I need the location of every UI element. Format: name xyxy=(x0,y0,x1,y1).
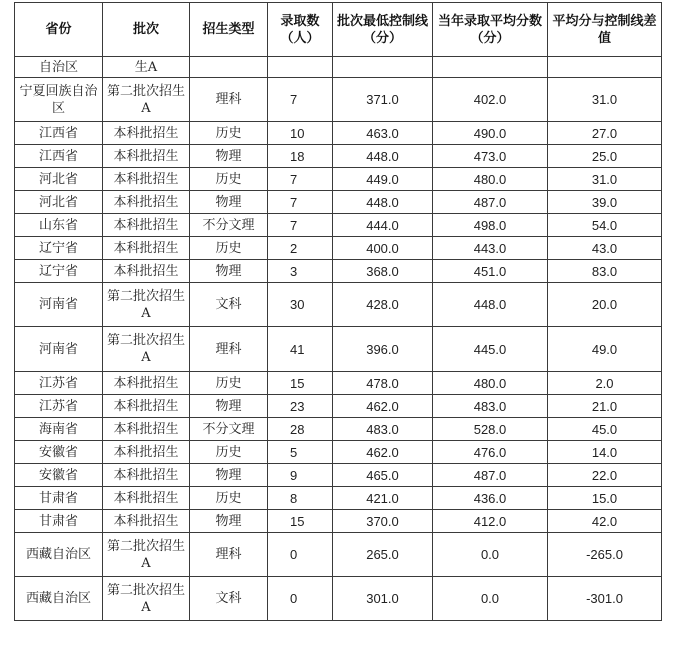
cell-min-score: 463.0 xyxy=(333,122,433,145)
cell-diff xyxy=(548,57,662,78)
cell-min-score: 465.0 xyxy=(333,464,433,487)
cell-min-score: 462.0 xyxy=(333,441,433,464)
cell-avg-score xyxy=(433,57,548,78)
cell-batch: 本科批招生 xyxy=(103,372,190,395)
cell-min-score: 449.0 xyxy=(333,168,433,191)
cell-count: 7 xyxy=(268,78,333,122)
table-row xyxy=(15,145,662,168)
table-row xyxy=(15,237,662,260)
cell-min-score: 448.0 xyxy=(333,145,433,168)
cell-min-score: 301.0 xyxy=(333,577,433,621)
cell-diff: 14.0 xyxy=(548,441,662,464)
cell-diff: 25.0 xyxy=(548,145,662,168)
table-row xyxy=(15,372,662,395)
cell-min-score: 421.0 xyxy=(333,487,433,510)
cell-count: 10 xyxy=(268,122,333,145)
cell-diff: 31.0 xyxy=(548,168,662,191)
cell-min-score: 265.0 xyxy=(333,533,433,577)
cell-avg-score: 0.0 xyxy=(433,533,548,577)
cell-avg-score: 473.0 xyxy=(433,145,548,168)
cell-count: 30 xyxy=(268,283,333,327)
cell-avg-score: 528.0 xyxy=(433,418,548,441)
cell-avg-score: 0.0 xyxy=(433,577,548,621)
table-row xyxy=(15,577,662,621)
cell-batch: 第二批次招生A xyxy=(103,283,190,327)
cell-min-score: 462.0 xyxy=(333,395,433,418)
cell-min-score: 444.0 xyxy=(333,214,433,237)
table-row xyxy=(15,441,662,464)
cell-type: 文科 xyxy=(190,283,268,327)
table-row xyxy=(15,533,662,577)
cell-avg-score: 436.0 xyxy=(433,487,548,510)
cell-diff: 22.0 xyxy=(548,464,662,487)
header-avg-score: 当年录取平均分数（分） xyxy=(433,3,548,57)
table-row xyxy=(15,418,662,441)
cell-province: 海南省 xyxy=(15,418,103,441)
cell-count: 3 xyxy=(268,260,333,283)
cell-count: 41 xyxy=(268,327,333,372)
cell-type: 物理 xyxy=(190,464,268,487)
cell-count: 0 xyxy=(268,577,333,621)
cell-province: 江西省 xyxy=(15,122,103,145)
cell-diff: 45.0 xyxy=(548,418,662,441)
cell-count: 15 xyxy=(268,372,333,395)
cell-batch: 第二批次招生A xyxy=(103,327,190,372)
cell-province: 山东省 xyxy=(15,214,103,237)
cell-count: 7 xyxy=(268,191,333,214)
header-batch: 批次 xyxy=(103,3,190,57)
cell-type: 物理 xyxy=(190,395,268,418)
cell-batch: 第二批次招生A xyxy=(103,577,190,621)
header-min-score: 批次最低控制线（分） xyxy=(333,3,433,57)
cell-province: 辽宁省 xyxy=(15,260,103,283)
cell-province: 甘肃省 xyxy=(15,510,103,533)
cell-type: 历史 xyxy=(190,487,268,510)
cell-type: 不分文理 xyxy=(190,418,268,441)
cell-batch: 本科批招生 xyxy=(103,191,190,214)
cell-count: 28 xyxy=(268,418,333,441)
cell-min-score: 371.0 xyxy=(333,78,433,122)
table-row xyxy=(15,260,662,283)
cell-avg-score: 451.0 xyxy=(433,260,548,283)
cell-province: 江西省 xyxy=(15,145,103,168)
header-province: 省份 xyxy=(15,3,103,57)
cell-min-score: 370.0 xyxy=(333,510,433,533)
cell-province: 甘肃省 xyxy=(15,487,103,510)
cell-count: 8 xyxy=(268,487,333,510)
cell-count: 18 xyxy=(268,145,333,168)
cell-batch: 本科批招生 xyxy=(103,214,190,237)
table-row xyxy=(15,122,662,145)
cell-diff: 83.0 xyxy=(548,260,662,283)
cell-min-score xyxy=(333,57,433,78)
cell-count: 9 xyxy=(268,464,333,487)
cell-batch: 本科批招生 xyxy=(103,260,190,283)
table-row xyxy=(15,510,662,533)
cell-batch: 本科批招生 xyxy=(103,441,190,464)
cell-province: 西藏自治区 xyxy=(15,577,103,621)
cell-province: 江苏省 xyxy=(15,372,103,395)
table-row xyxy=(15,487,662,510)
cell-batch: 本科批招生 xyxy=(103,464,190,487)
cell-type: 文科 xyxy=(190,577,268,621)
table-row xyxy=(15,214,662,237)
cell-batch: 本科批招生 xyxy=(103,487,190,510)
cell-province: 安徽省 xyxy=(15,464,103,487)
cell-diff: 43.0 xyxy=(548,237,662,260)
admission-table-wrapper xyxy=(14,2,662,621)
cell-batch: 本科批招生 xyxy=(103,122,190,145)
cell-min-score: 478.0 xyxy=(333,372,433,395)
cell-count: 23 xyxy=(268,395,333,418)
cell-type: 物理 xyxy=(190,145,268,168)
cell-avg-score: 445.0 xyxy=(433,327,548,372)
table-row xyxy=(15,283,662,327)
header-diff: 平均分与控制线差值 xyxy=(548,3,662,57)
cell-type: 历史 xyxy=(190,237,268,260)
table-row xyxy=(15,327,662,372)
cell-min-score: 428.0 xyxy=(333,283,433,327)
cell-count: 0 xyxy=(268,533,333,577)
cell-avg-score: 498.0 xyxy=(433,214,548,237)
table-row xyxy=(15,57,662,78)
cell-province: 河北省 xyxy=(15,191,103,214)
cell-batch: 本科批招生 xyxy=(103,395,190,418)
cell-min-score: 368.0 xyxy=(333,260,433,283)
cell-diff: -301.0 xyxy=(548,577,662,621)
table-row xyxy=(15,168,662,191)
cell-diff: 27.0 xyxy=(548,122,662,145)
cell-diff: 15.0 xyxy=(548,487,662,510)
cell-min-score: 400.0 xyxy=(333,237,433,260)
cell-type: 物理 xyxy=(190,260,268,283)
cell-diff: 54.0 xyxy=(548,214,662,237)
header-type: 招生类型 xyxy=(190,3,268,57)
cell-type: 物理 xyxy=(190,191,268,214)
cell-province: 西藏自治区 xyxy=(15,533,103,577)
cell-avg-score: 448.0 xyxy=(433,283,548,327)
cell-type: 历史 xyxy=(190,372,268,395)
cell-avg-score: 490.0 xyxy=(433,122,548,145)
cell-province: 宁夏回族自治区 xyxy=(15,78,103,122)
cell-diff: 39.0 xyxy=(548,191,662,214)
table-row xyxy=(15,395,662,418)
cell-batch: 本科批招生 xyxy=(103,237,190,260)
cell-avg-score: 412.0 xyxy=(433,510,548,533)
cell-diff: 49.0 xyxy=(548,327,662,372)
cell-count: 2 xyxy=(268,237,333,260)
cell-diff: 2.0 xyxy=(548,372,662,395)
cell-type: 物理 xyxy=(190,510,268,533)
cell-count: 7 xyxy=(268,214,333,237)
admission-table xyxy=(14,2,662,621)
header-row xyxy=(15,3,662,57)
cell-type: 不分文理 xyxy=(190,214,268,237)
cell-avg-score: 487.0 xyxy=(433,464,548,487)
table-row xyxy=(15,191,662,214)
cell-type: 理科 xyxy=(190,533,268,577)
cell-batch: 本科批招生 xyxy=(103,510,190,533)
cell-type: 理科 xyxy=(190,78,268,122)
cell-type: 理科 xyxy=(190,327,268,372)
cell-min-score: 396.0 xyxy=(333,327,433,372)
cell-batch: 生A xyxy=(103,57,190,78)
cell-avg-score: 483.0 xyxy=(433,395,548,418)
cell-province: 安徽省 xyxy=(15,441,103,464)
cell-province: 自治区 xyxy=(15,57,103,78)
cell-batch: 第二批次招生A xyxy=(103,533,190,577)
cell-min-score: 448.0 xyxy=(333,191,433,214)
cell-avg-score: 476.0 xyxy=(433,441,548,464)
cell-diff: -265.0 xyxy=(548,533,662,577)
cell-batch: 第二批次招生A xyxy=(103,78,190,122)
cell-count: 7 xyxy=(268,168,333,191)
table-body xyxy=(15,57,662,621)
cell-type: 历史 xyxy=(190,441,268,464)
cell-diff: 20.0 xyxy=(548,283,662,327)
cell-count xyxy=(268,57,333,78)
cell-batch: 本科批招生 xyxy=(103,145,190,168)
cell-count: 15 xyxy=(268,510,333,533)
cell-batch: 本科批招生 xyxy=(103,168,190,191)
cell-province: 河北省 xyxy=(15,168,103,191)
table-row xyxy=(15,78,662,122)
cell-diff: 21.0 xyxy=(548,395,662,418)
cell-avg-score: 487.0 xyxy=(433,191,548,214)
cell-type: 历史 xyxy=(190,122,268,145)
cell-min-score: 483.0 xyxy=(333,418,433,441)
cell-diff: 42.0 xyxy=(548,510,662,533)
cell-avg-score: 443.0 xyxy=(433,237,548,260)
cell-province: 河南省 xyxy=(15,283,103,327)
cell-avg-score: 480.0 xyxy=(433,168,548,191)
cell-province: 辽宁省 xyxy=(15,237,103,260)
cell-province: 江苏省 xyxy=(15,395,103,418)
cell-diff: 31.0 xyxy=(548,78,662,122)
cell-type: 历史 xyxy=(190,168,268,191)
header-count: 录取数（人） xyxy=(268,3,333,57)
cell-avg-score: 480.0 xyxy=(433,372,548,395)
cell-type xyxy=(190,57,268,78)
cell-batch: 本科批招生 xyxy=(103,418,190,441)
cell-count: 5 xyxy=(268,441,333,464)
cell-province: 河南省 xyxy=(15,327,103,372)
table-row xyxy=(15,464,662,487)
cell-avg-score: 402.0 xyxy=(433,78,548,122)
